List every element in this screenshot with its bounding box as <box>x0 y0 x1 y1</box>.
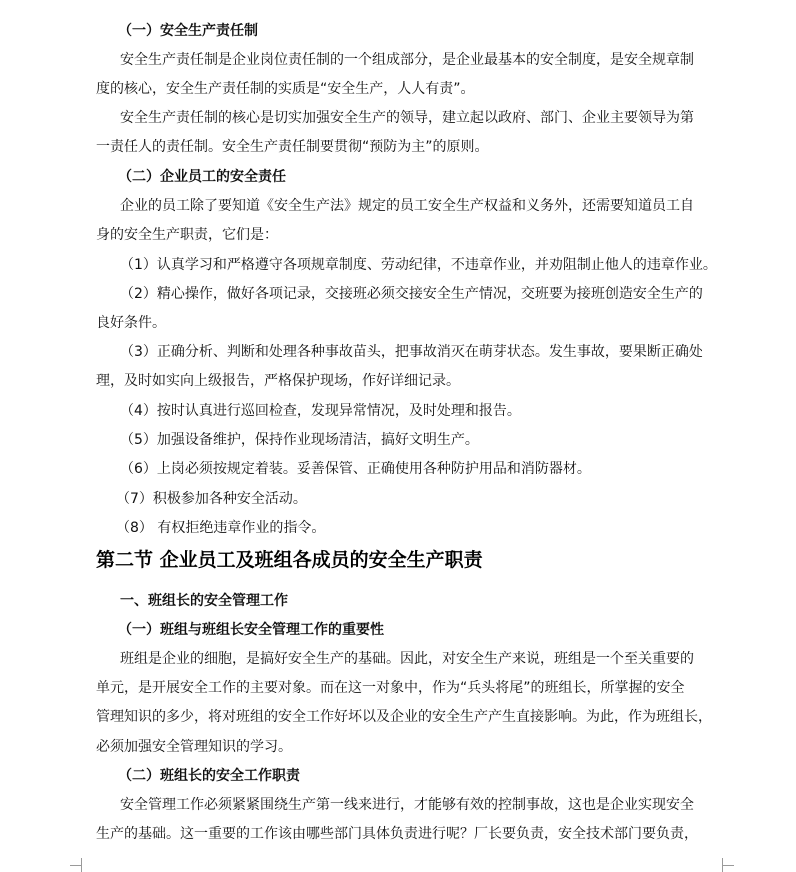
list-item: （1）认真学习和严格遵守各项规章制度、劳动纪律，不违章作业，并劝阻制止他人的违章作业。 <box>120 257 717 273</box>
list-item: （4）按时认真进行巡回检查，发现异常情况，及时处理和报告。 <box>120 403 521 419</box>
paragraph-line: 度的核心，安全生产责任制的实质是“安全生产，人人有责”。 <box>96 81 475 97</box>
paragraph-line: 身的安全生产职责，它们是： <box>96 227 278 243</box>
heading-importance: （一）班组与班组长安全管理工作的重要性 <box>118 622 384 638</box>
paragraph-line: 生产的基础。这一重要的工作该由哪些部门具体负责进行呢？厂长要负责，安全技术部门要负责， <box>96 826 698 842</box>
paragraph-line: 安全管理工作必须紧紧围绕生产第一线来进行，才能够有效的控制事故，这也是企业实现安全 <box>120 797 694 813</box>
crop-mark-right-horizontal <box>722 865 734 866</box>
heading-safety-responsibility-system: （一）安全生产责任制 <box>118 23 258 39</box>
paragraph-line: 安全生产责任制的核心是切实加强安全生产的领导，建立起以政府、部门、企业主要领导为第 <box>120 110 694 126</box>
paragraph-line: 安全生产责任制是企业岗位责任制的一个组成部分，是企业最基本的安全制度，是安全规章制 <box>120 52 694 68</box>
paragraph-line: 一责任人的责任制。安全生产责任制要贯彻“预防为主”的原则。 <box>96 139 489 155</box>
paragraph-line: 必须加强安全管理知识的学习。 <box>96 739 292 755</box>
subheading-team-leader-safety-management: 一、班组长的安全管理工作 <box>120 593 288 609</box>
paragraph-line: 管理知识的多少，将对班组的安全工作好坏以及企业的安全生产产生直接影响。为此，作为班组长， <box>96 709 712 725</box>
list-item-continuation: 良好条件。 <box>96 315 166 331</box>
crop-mark-left-horizontal <box>70 865 82 866</box>
paragraph-line: 单元，是开展安全工作的主要对象。而在这一对象中，作为“兵头将尾”的班组长，所掌握的安全 <box>96 680 685 696</box>
list-item: （8） 有权拒绝违章作业的指令。 <box>116 520 326 536</box>
list-item: （2）精心操作，做好各项记录，交接班必须交接安全生产情况，交班要为接班创造安全生产的 <box>120 286 703 302</box>
list-item: （3）正确分析、判断和处理各种事故苗头，把事故消灭在萌芽状态。发生事故，要果断正确处 <box>120 344 703 360</box>
heading-employee-safety-responsibility: （二）企业员工的安全责任 <box>118 169 286 185</box>
list-item: （5）加强设备维护，保持作业现场清洁，搞好文明生产。 <box>120 432 479 448</box>
section-title: 第二节 企业员工及班组各成员的安全生产职责 <box>96 549 483 571</box>
list-item: （6）上岗必须按规定着装。妥善保管、正确使用各种防护用品和消防器材。 <box>120 461 591 477</box>
heading-team-leader-duties: （二）班组长的安全工作职责 <box>118 768 300 784</box>
list-item: （7）积极参加各种安全活动。 <box>116 491 307 507</box>
paragraph-line: 企业的员工除了要知道《安全生产法》规定的员工安全生产权益和义务外，还需要知道员工自 <box>120 198 694 214</box>
paragraph-line: 班组是企业的细胞，是搞好安全生产的基础。因此，对安全生产来说，班组是一个至关重要的 <box>120 651 694 667</box>
list-item-continuation: 理，及时如实向上级报告，严格保护现场，作好详细记录。 <box>96 373 460 389</box>
